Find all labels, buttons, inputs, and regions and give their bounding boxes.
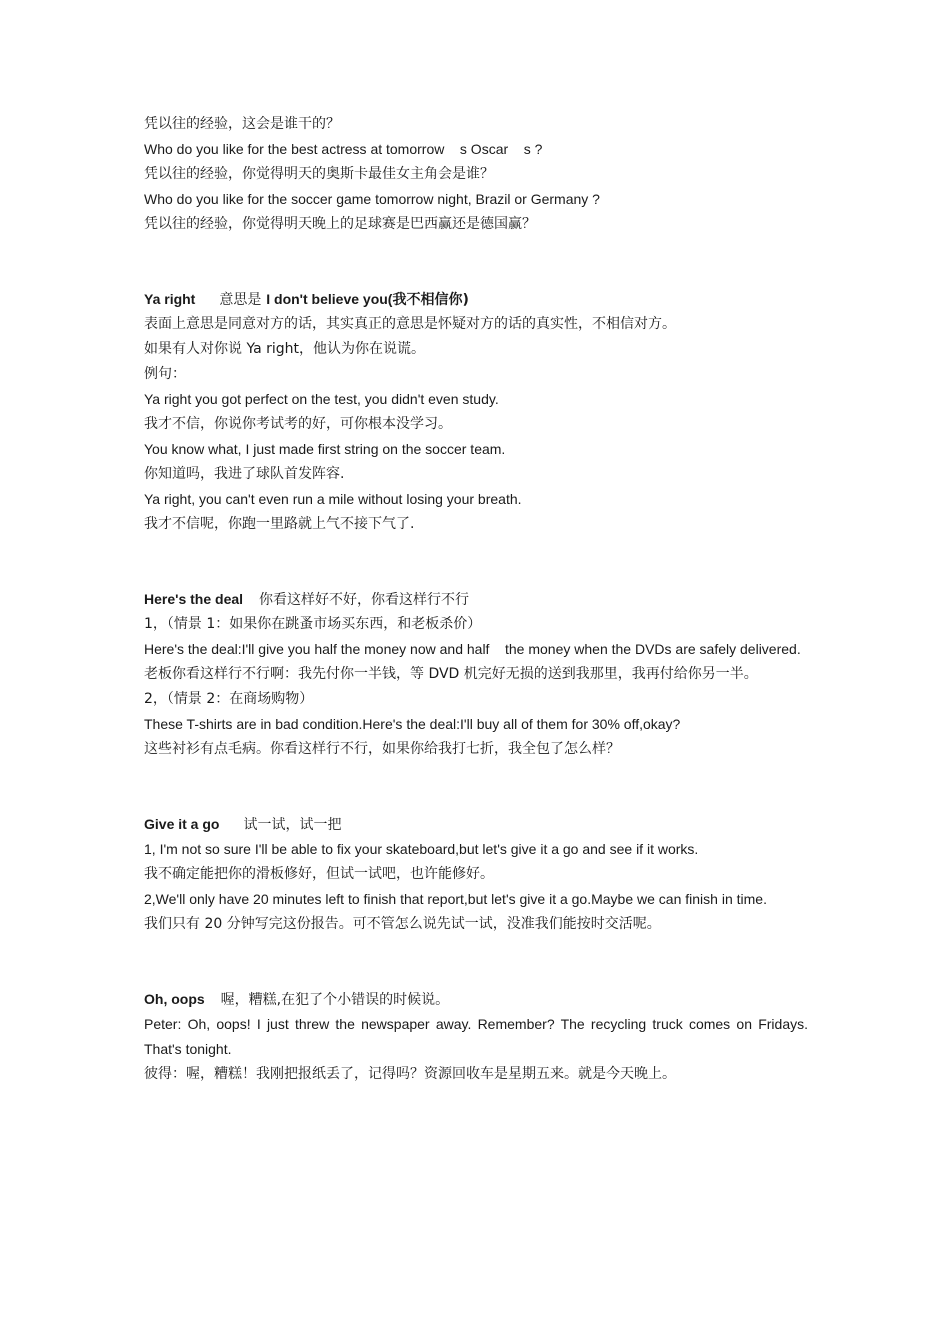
phrase-title: Here's the deal: [144, 591, 244, 607]
text-line: 我才不信呢，你跑一里路就上气不接下气了.: [144, 516, 415, 532]
section-gap: [144, 937, 808, 987]
section-heading: [144, 987, 808, 1012]
text-line: Ya right you got perfect on the test, you didn't even study.: [144, 391, 499, 407]
text-line: Here's the deal:I'll give you half the money now and half the money when the DVDs are safely delivered.: [144, 641, 801, 657]
phrase-meaning-prefix: 意思是: [219, 292, 262, 308]
section-ya-right: [144, 287, 808, 537]
text-line: 1，（情景 1：如果你在跳蚤市场买东西，和老板杀价）: [144, 616, 482, 632]
text-line: 凭以往的经验，你觉得明天的奥斯卡最佳女主角会是谁？: [144, 166, 494, 182]
phrase-meaning: 试一试，试一把: [243, 817, 342, 833]
section-heres-the-deal: [144, 587, 808, 762]
text-line: 彼得：喔，糟糕！我刚把报纸丢了，记得吗？资源回收车是星期五来。就是今天晚上。: [144, 1066, 676, 1082]
text-line: 凭以往的经验，你觉得明天晚上的足球赛是巴西赢还是德国赢？: [144, 216, 536, 232]
section-heading: [144, 812, 808, 837]
text-line: 2,We'll only have 20 minutes left to finish that report,but let's give it a go.Maybe we can finish in time.: [144, 891, 767, 907]
text-line: 你知道吗，我进了球队首发阵容.: [144, 466, 345, 482]
text-line: Peter: Oh, oops! I just threw the newspaper away. Remember? The recycling truck comes on Fridays. That's tonight.: [144, 1016, 808, 1057]
text-line: 1, I'm not so sure I'll be able to fix your skateboard,but let's give it a go and see if it works.: [144, 841, 699, 857]
text-line: 例句：: [144, 366, 186, 382]
text-line: 老板你看这样行不行啊：我先付你一半钱，等 DVD 机完好无损的送到我那里，我再付给你另一半。: [144, 666, 758, 682]
text-line: 我们只有 20 分钟写完这份报告。可不管怎么说先试一试，没准我们能按时交活呢。: [144, 916, 661, 932]
phrase-meaning: 你看这样好不好，你看这样行不行: [259, 592, 470, 608]
section-gap: [144, 237, 808, 287]
text-line: You know what, I just made first string on the soccer team.: [144, 441, 506, 457]
phrase-meaning: 喔，糟糕,在犯了个小错误的时候说。: [220, 992, 450, 1008]
phrase-title: Give it a go: [144, 816, 220, 832]
section-gap: [144, 537, 808, 587]
document-page: [144, 112, 808, 1087]
text-line: These T-shirts are in bad condition.Here's the deal:I'll buy all of them for 30% off,okay?: [144, 716, 681, 732]
text-line: 如果有人对你说 Ya right，他认为你在说谎。: [144, 341, 425, 357]
text-line: Who do you like for the soccer game tomorrow night, Brazil or Germany ?: [144, 191, 600, 207]
text-line: 2，（情景 2：在商场购物）: [144, 691, 314, 707]
text-line: 凭以往的经验，这会是谁干的？: [144, 116, 340, 132]
text-line: Ya right, you can't even run a mile without losing your breath.: [144, 491, 522, 507]
section-heading: [144, 587, 808, 612]
section-oh-oops: [144, 987, 808, 1087]
text-line: 这些衬衫有点毛病。你看这样行不行，如果你给我打七折，我全包了怎么样？: [144, 741, 620, 757]
text-line: 表面上意思是同意对方的话，其实真正的意思是怀疑对方的话的真实性，不相信对方。: [144, 316, 676, 332]
phrase-title: Ya right: [144, 291, 196, 307]
phrase-meaning-english: I don't believe you(: [266, 291, 393, 307]
phrase-meaning-chinese: 我不相信你): [392, 292, 469, 308]
section-heading: [144, 287, 808, 312]
text-line: 我不确定能把你的滑板修好，但试一试吧，也许能修好。: [144, 866, 494, 882]
text-line: 我才不信，你说你考试考的好，可你根本没学习。: [144, 416, 452, 432]
section-intro: [144, 112, 808, 237]
section-gap: [144, 762, 808, 812]
phrase-title: Oh, oops: [144, 991, 205, 1007]
text-line: Who do you like for the best actress at tomorrow s Oscar s ?: [144, 141, 543, 157]
section-give-it-a-go: [144, 812, 808, 937]
